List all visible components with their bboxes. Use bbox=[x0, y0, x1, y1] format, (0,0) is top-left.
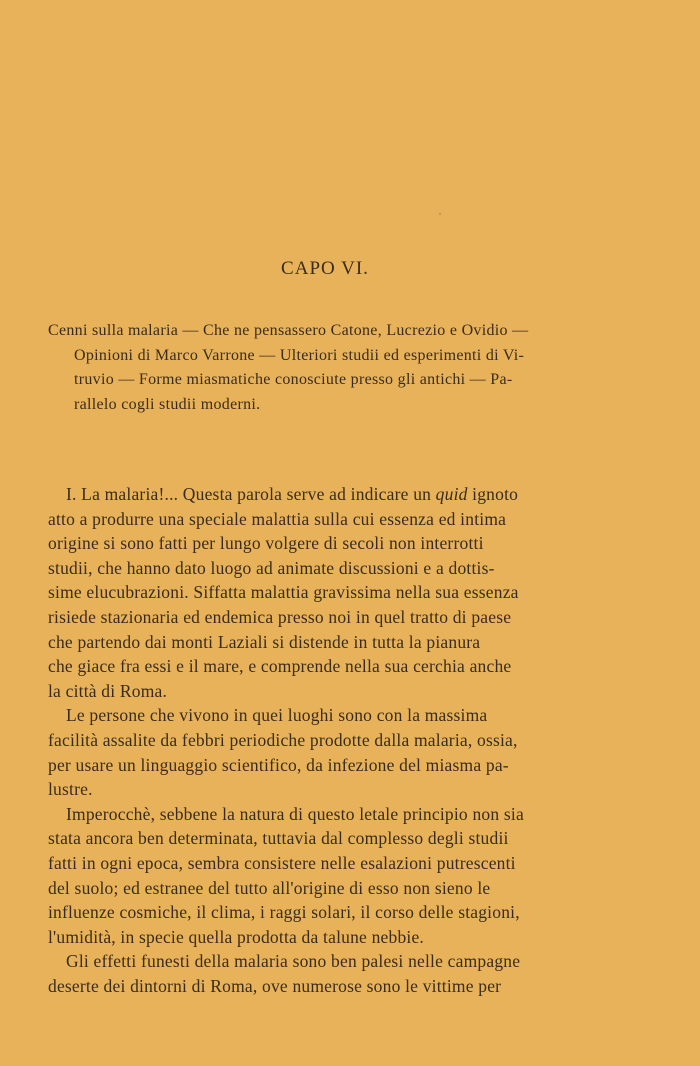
paragraph-line: del suolo; ed estranee del tutto all'origine di esso non sieno le bbox=[48, 877, 491, 898]
paragraph-1-first-line bbox=[48, 482, 603, 507]
text-run: I. La malaria!... Questa parola serve ad indicare un bbox=[66, 484, 436, 504]
italic-term: quid bbox=[435, 484, 468, 504]
paragraph-line: che giace fra essi e il mare, e comprende nella sua cerchia anche bbox=[48, 656, 512, 677]
paragraph-line: lustre. bbox=[48, 779, 93, 800]
paragraph-line: Le persone che vivono in quei luoghi sono con la massima bbox=[66, 705, 488, 726]
text-run: ignoto bbox=[467, 484, 519, 504]
paragraph-line: influenze cosmiche, il clima, i raggi solari, il corso delle stagioni, bbox=[48, 902, 520, 923]
paragraph-line: che partendo dai monti Laziali si distende in tutta la pianura bbox=[48, 631, 481, 652]
paragraph-line: Imperocchè, sebbene la natura di questo letale principio non sia bbox=[66, 803, 524, 824]
paragraph-line: per usare un linguaggio scientifico, da infezione del miasma pa- bbox=[48, 754, 509, 775]
paragraph-line: l'umidità, in specie quella prodotta da talune nebbie. bbox=[48, 926, 424, 947]
paragraph-line: sime elucubrazioni. Siffatta malattia gravissima nella sua essenza bbox=[48, 582, 519, 603]
paragraph-line: Gli effetti funesti della malaria sono ben palesi nelle campagne bbox=[66, 951, 521, 972]
paragraph-line: risiede stazionaria ed endemica presso noi in quel tratto di paese bbox=[48, 606, 512, 627]
paper-speck bbox=[439, 213, 441, 215]
summary-line: Opinioni di Marco Varrone — Ulteriori studii ed esperimenti di Vi- bbox=[74, 346, 525, 364]
paragraph-line: origine si sono fatti per lungo volgere di secoli non interrotti bbox=[48, 533, 484, 554]
paragraph-line: atto a produrre una speciale malattia sulla cui essenza ed intima bbox=[48, 508, 507, 529]
paragraph-line: fatti in ogni epoca, sembra consistere nelle esalazioni putrescenti bbox=[48, 852, 516, 873]
summary-line: truvio — Forme miasmatiche conosciute presso gli antichi — Pa- bbox=[74, 371, 513, 388]
body-text bbox=[48, 482, 603, 998]
paragraph-line: studii, che hanno dato luogo ad animate discussioni e a dottis- bbox=[48, 557, 495, 578]
summary-line: Cenni sulla malaria — Che ne pensassero Catone, Lucrezio e Ovidio — bbox=[48, 322, 529, 339]
paragraph-line: la città di Roma. bbox=[48, 680, 168, 701]
paragraph-line: facilità assalite da febbri periodiche prodotte dalla malaria, ossia, bbox=[48, 729, 518, 750]
chapter-title: CAPO VI. bbox=[281, 258, 369, 279]
chapter-summary bbox=[48, 319, 613, 417]
paragraph-line: deserte dei dintorni di Roma, ove numerose sono le vittime per bbox=[48, 975, 502, 996]
summary-line: rallelo cogli studii moderni. bbox=[74, 395, 261, 413]
paragraph-line: stata ancora ben determinata, tuttavia dal complesso degli studii bbox=[48, 828, 509, 849]
